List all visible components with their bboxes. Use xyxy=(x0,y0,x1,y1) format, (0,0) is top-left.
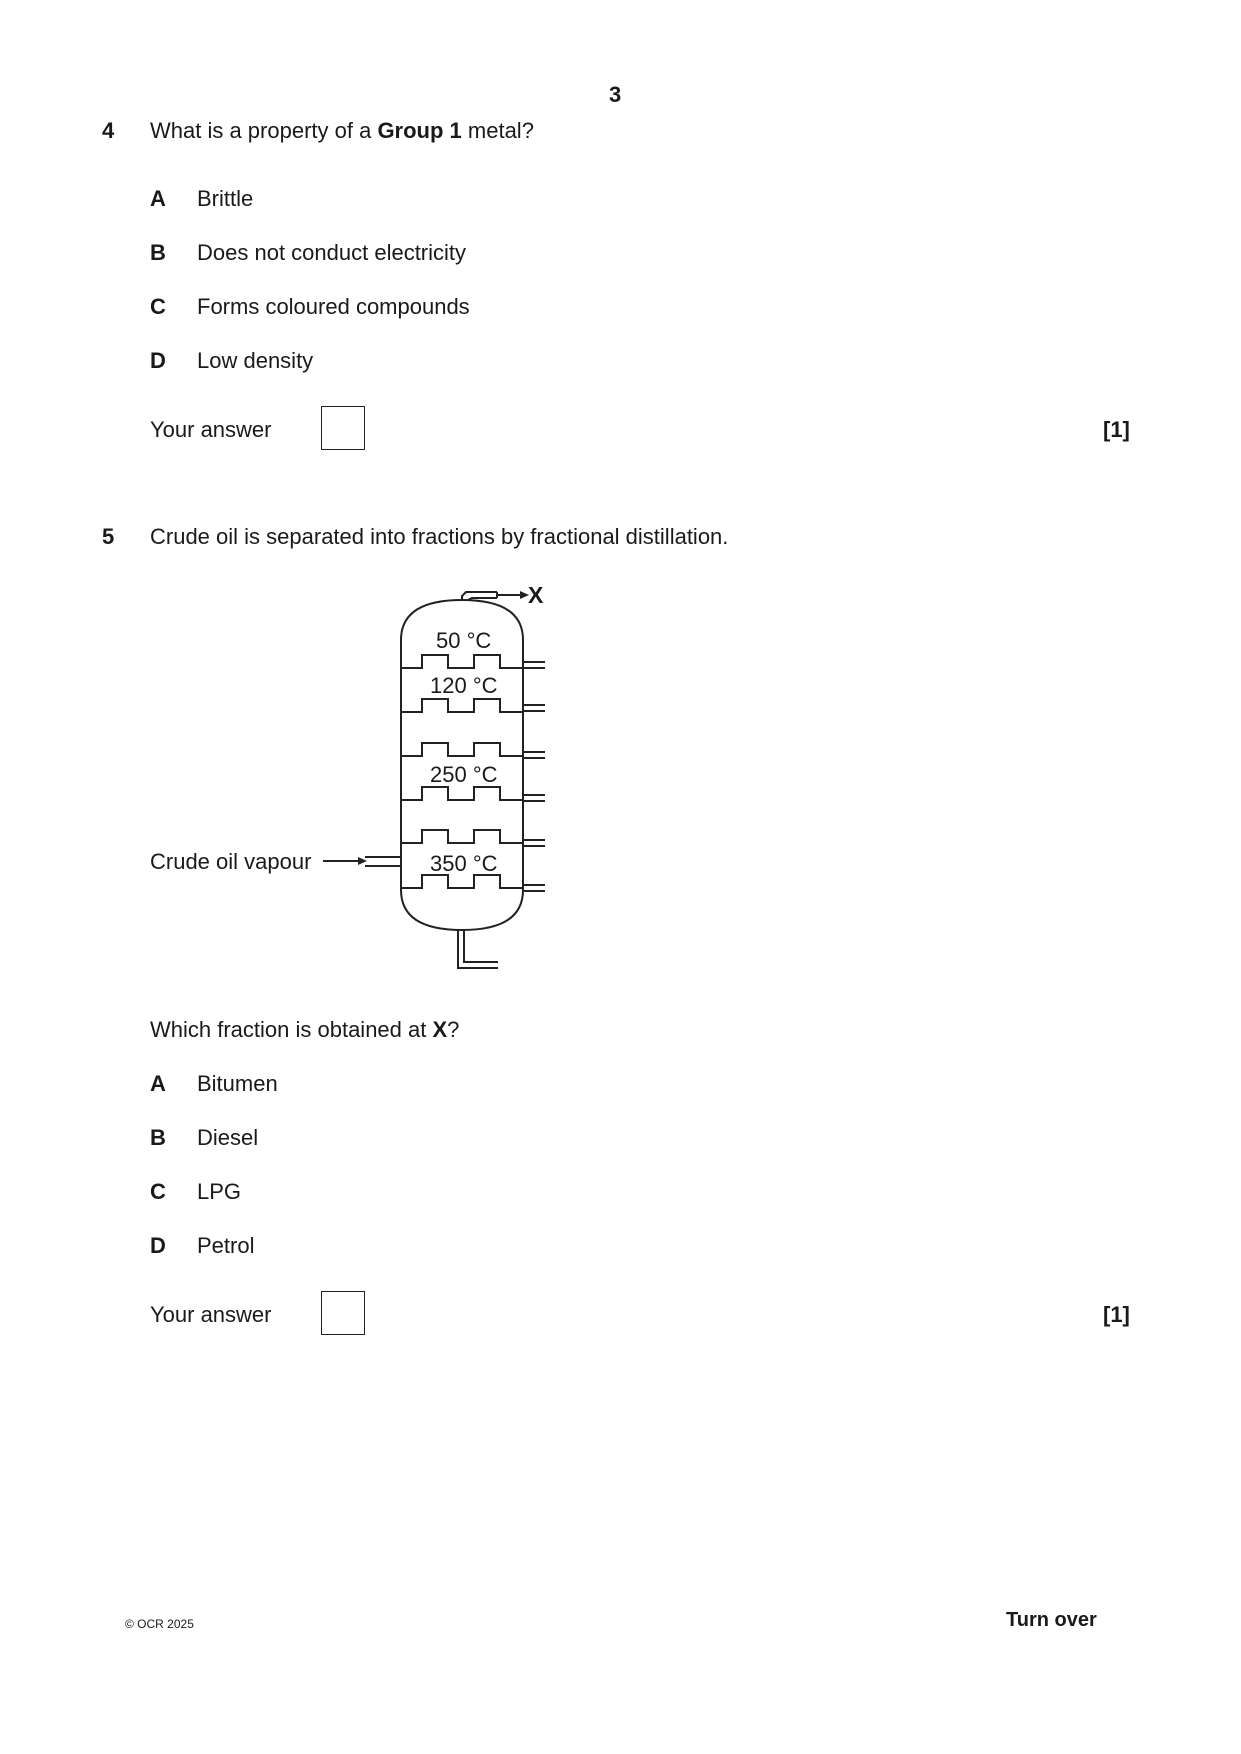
q4-option-c-text: Forms coloured compounds xyxy=(197,294,470,319)
q5-option-a-letter: A xyxy=(150,1071,166,1096)
question-5-subquestion-end: ? xyxy=(447,1017,460,1042)
copyright-notice: © OCR 2025 xyxy=(125,1617,194,1631)
question-5-subquestion-bold: X xyxy=(432,1017,448,1042)
inlet-arrowhead xyxy=(358,857,367,865)
question-5-stem: Crude oil is separated into fractions by fractional distillation. xyxy=(150,524,729,549)
q4-option-d-letter: D xyxy=(150,348,166,373)
temp-label-120: 120 °C xyxy=(430,673,498,698)
question-4-stem-start: What is a property of a xyxy=(150,118,378,143)
question-5-subquestion xyxy=(150,1017,459,1043)
q5-option-d-text: Petrol xyxy=(197,1233,255,1258)
q5-option-c-letter: C xyxy=(150,1179,166,1204)
page-number: 3 xyxy=(609,82,622,107)
question-5-number: 5 xyxy=(102,524,115,549)
question-4-stem-bold: Group 1 xyxy=(377,118,462,143)
q4-option-c-letter: C xyxy=(150,294,166,319)
q5-marks: [1] xyxy=(1103,1302,1130,1327)
q4-answer-label: Your answer xyxy=(150,417,272,442)
q4-option-a-text: Brittle xyxy=(197,186,254,211)
crude-oil-vapour-label: Crude oil vapour xyxy=(150,849,312,874)
temp-label-250: 250 °C xyxy=(430,762,498,787)
question-4-stem-end: metal? xyxy=(461,118,534,143)
q5-answer-label: Your answer xyxy=(150,1302,272,1327)
turn-over-label: Turn over xyxy=(1006,1609,1097,1631)
q4-option-a-letter: A xyxy=(150,186,166,211)
temp-label-350: 350 °C xyxy=(430,851,498,876)
question-4-number: 4 xyxy=(102,118,115,143)
q4-option-b-text: Does not conduct electricity xyxy=(197,240,467,265)
q5-option-a-text: Bitumen xyxy=(197,1071,278,1096)
temp-label-50: 50 °C xyxy=(436,628,492,653)
question-5-subquestion-start: Which fraction is obtained at xyxy=(150,1017,433,1042)
q5-option-b-letter: B xyxy=(150,1125,166,1150)
q4-marks: [1] xyxy=(1103,417,1130,442)
diagram-label-x: X xyxy=(528,582,544,608)
q4-option-b-letter: B xyxy=(150,240,166,265)
q4-option-d-text: Low density xyxy=(197,348,314,373)
q5-option-c-text: LPG xyxy=(197,1179,242,1204)
q5-option-d-letter: D xyxy=(150,1233,166,1258)
q5-option-b-text: Diesel xyxy=(197,1125,259,1150)
q5-answer-box[interactable] xyxy=(321,1291,365,1335)
side-outlets xyxy=(523,662,545,891)
